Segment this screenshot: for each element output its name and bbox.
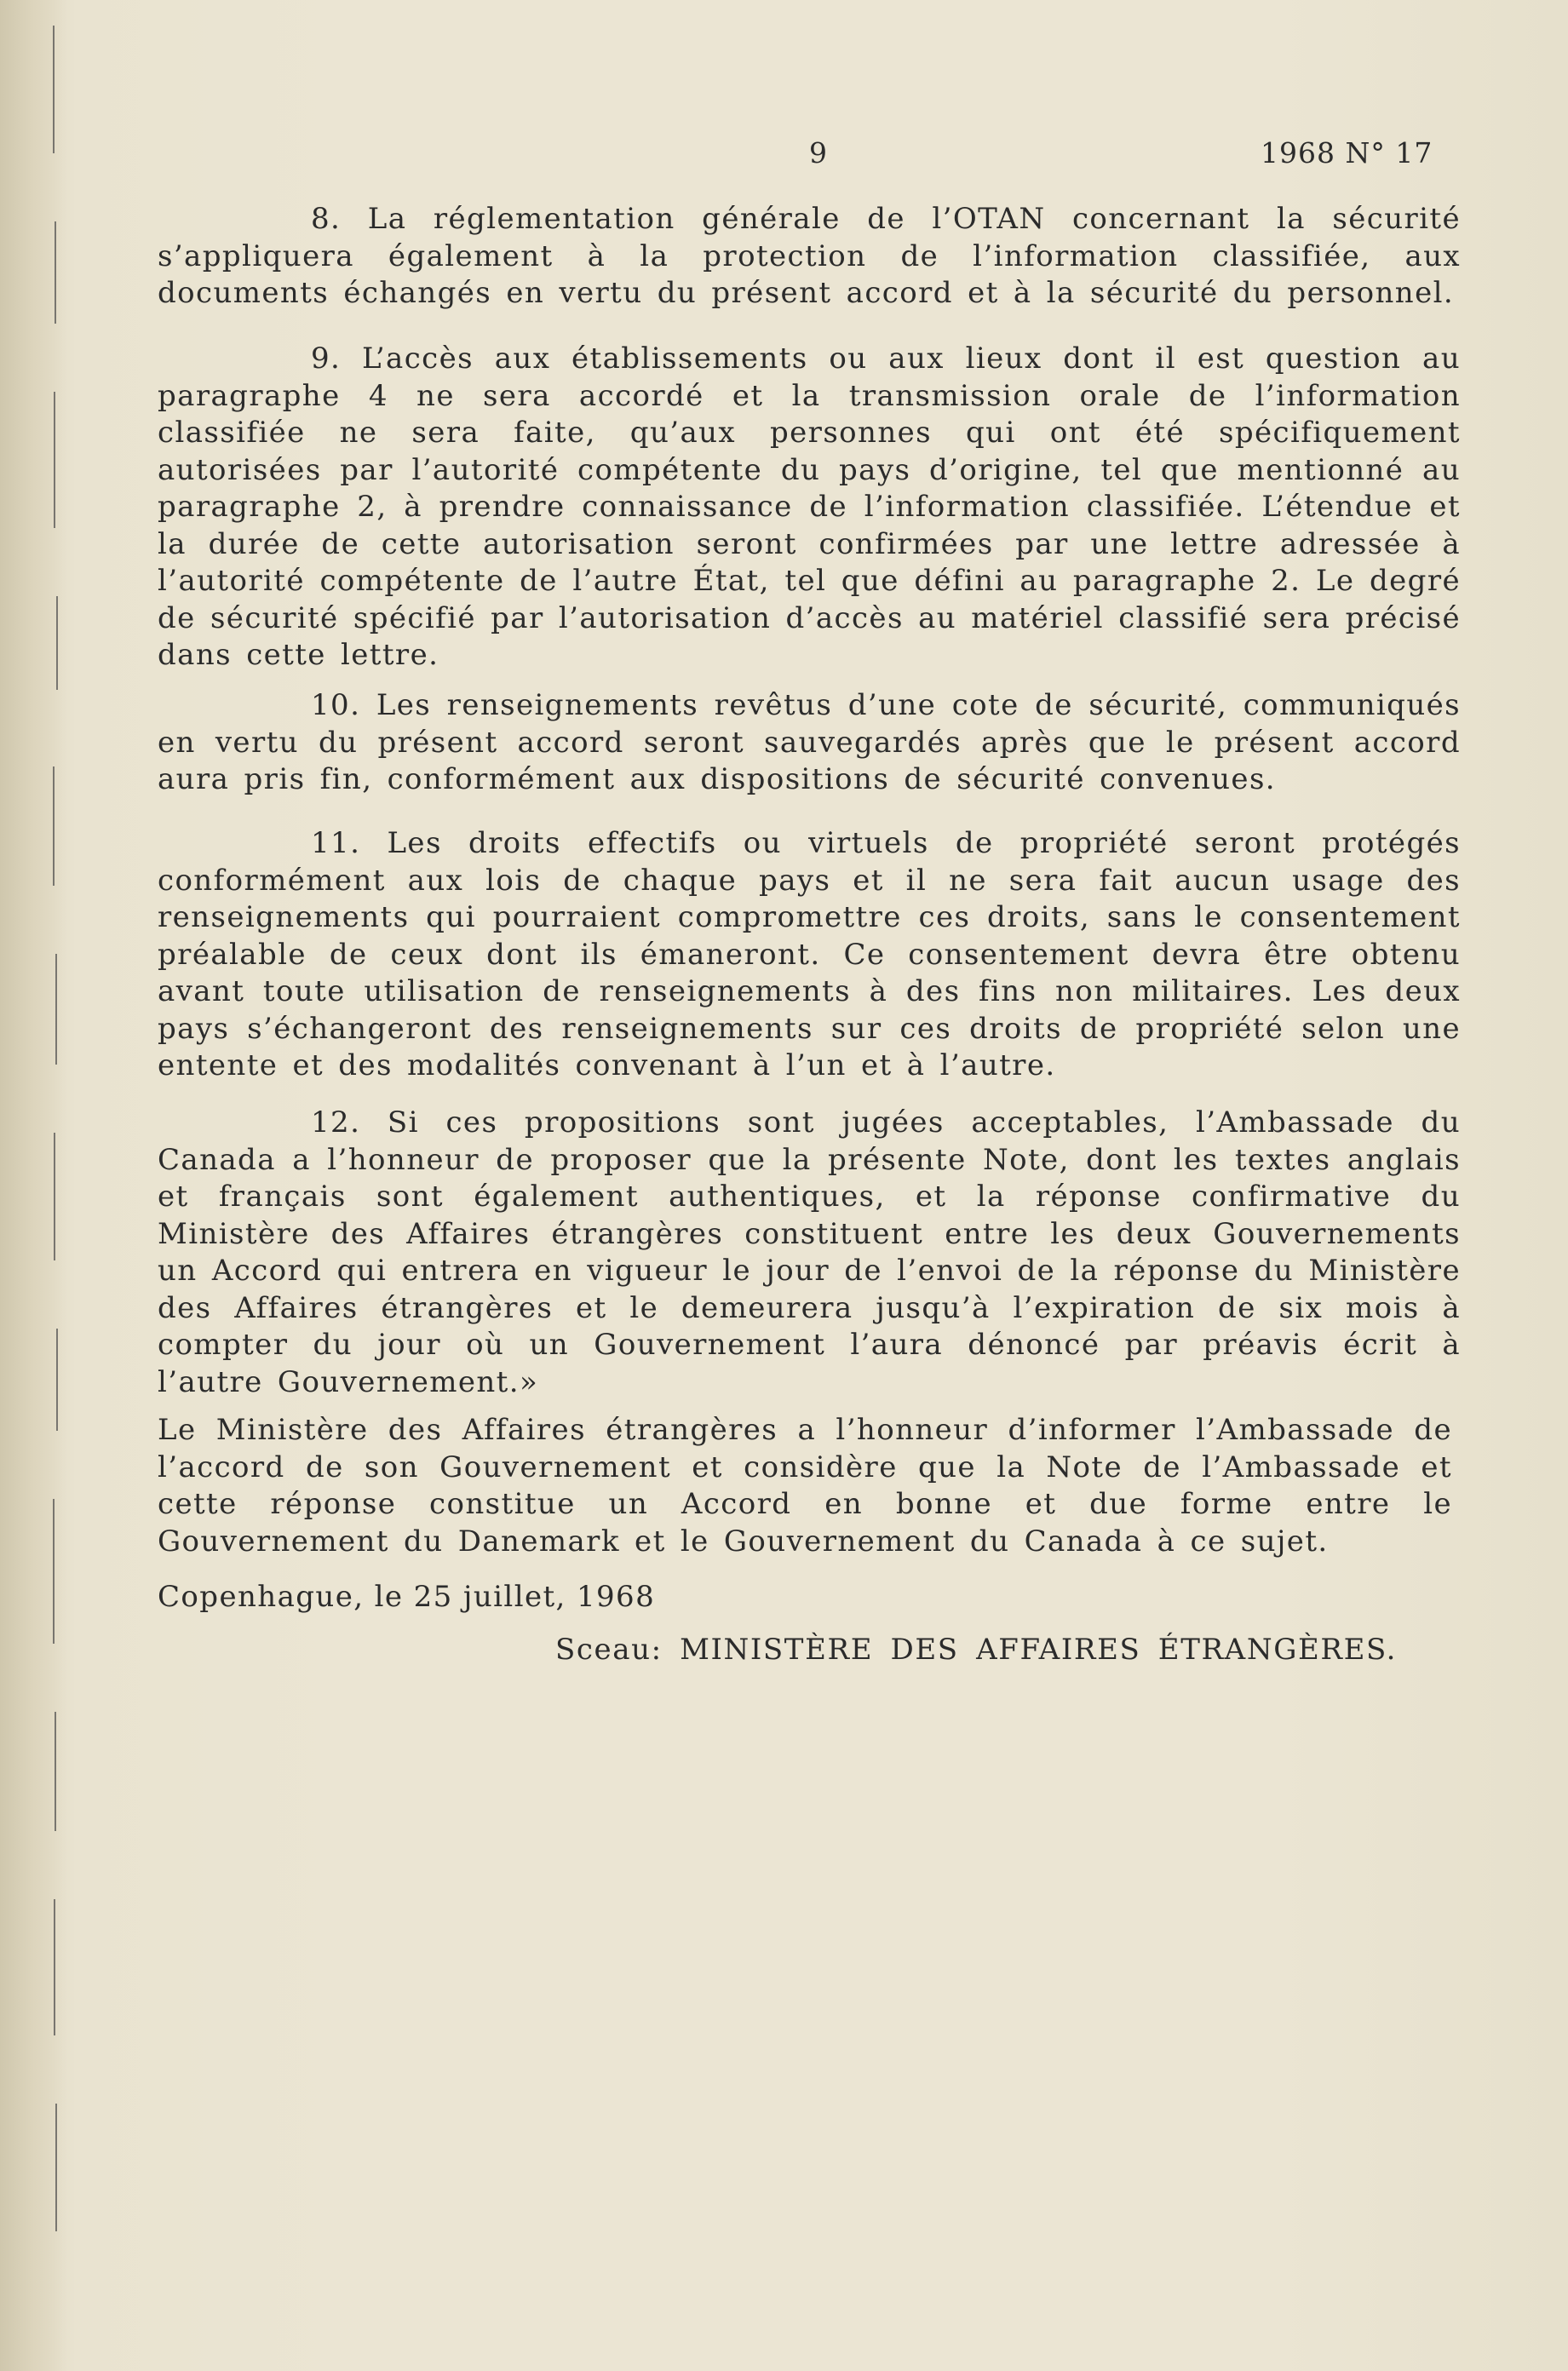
paragraph-9 <box>158 341 1461 675</box>
binding-mark <box>53 1499 55 1644</box>
closing-paragraph <box>158 1412 1452 1560</box>
closing-text: Le Ministère des Affaires étrangères a l’honneur d’informer l’Ambassade de l’accord de son Gouvernement et considère que la Note de l’Ambassade et cette réponse constitue un Accord en bonne et due forme entre le Gouvernement du Danemark et le Gouvernement du Canada à ce sujet. <box>158 1413 1452 1559</box>
binding-mark <box>54 392 55 528</box>
binding-mark <box>54 1899 55 2035</box>
page-header <box>0 136 1568 179</box>
binding-mark <box>55 2104 57 2231</box>
binding-mark <box>55 221 56 324</box>
paragraph-12 <box>158 1105 1461 1401</box>
binding-mark <box>53 766 55 886</box>
binding-mark <box>55 1712 56 1831</box>
binding-mark <box>53 26 55 153</box>
paragraph-text: Si ces propositions sont jugées acceptables, l’Ambassade du Canada a l’honneur de proposer que la présente Note, dont les textes anglais et français sont également authentiques, et la réponse confirmative du Ministère des Affaires étrangères constituent entre les deux Gouvernements un Accord qui entrera en vigueur le jour de l’envoi de la réponse du Ministère des Affaires étrangères et le demeurera jusqu’à l’expiration de six mois à compter du jour où un Gouvernement l’aura dénoncé par préavis écrit à l’autre Gouvernement.» <box>158 1105 1461 1399</box>
paragraph-number: 9. <box>311 342 342 376</box>
paragraph-number: 11. <box>311 826 361 860</box>
paragraph-8 <box>158 201 1461 313</box>
paragraph-number: 10. <box>311 688 361 722</box>
paragraph-text: L’accès aux établissements ou aux lieux dont il est question au paragraphe 4 ne sera accordé et la transmission orale de l’information classifiée ne sera faite, qu’aux personnes qui ont été spécifiquement autorisées par l’autorité compétente du pays d’origine, tel que mentionné au paragraphe 2, à prendre connaissance de l’information classifiée. L’étendue et la durée de cette autorisation seront confirmées par une lettre adressée à l’autorité compétente de l’autre État, tel que défini au paragraphe 2. Le degré de sécurité spécifié par l’autorisation d’accès au matériel classifié sera précisé dans cette lettre. <box>158 342 1461 672</box>
document-reference: 1968 N° 17 <box>1261 136 1433 169</box>
binding-mark <box>55 954 57 1065</box>
paragraph-text: Les renseignements revêtus d’une cote de sécurité, communiqués en vertu du présent accord seront sauvegardés après que le présent accord aura pris fin, conformément aux dispositions de sécurité convenues. <box>158 688 1461 796</box>
paragraph-number: 8. <box>311 202 342 236</box>
paragraph-text: La réglementation générale de l’OTAN concernant la sécurité s’appliquera également à la protection de l’information classifiée, aux documents échangés en vertu du présent accord et à la sécurité du personnel. <box>158 202 1462 310</box>
seal-line: Sceau: MINISTÈRE DES AFFAIRES ÉTRANGÈRES. <box>555 1633 1398 1667</box>
paragraph-11 <box>158 825 1461 1085</box>
binding-mark <box>54 1133 55 1260</box>
binding-mark <box>56 596 58 690</box>
paragraph-text: Les droits effectifs ou virtuels de propriété seront protégés conformément aux lois de chaque pays et il ne sera fait aucun usage des renseignements qui pourraient compromettre ces droits, sans le consentement préalable de ceux dont ils émaneront. Ce consentement devra être obtenu avant toute utilisation de renseignements à des fins non militaires. Les deux pays s’échangeront des renseignements sur ces droits de propriété selon une entente et des modalités convenant à l’un et à l’autre. <box>158 826 1461 1082</box>
binding-edge <box>0 0 66 2371</box>
paragraph-number: 12. <box>311 1105 361 1140</box>
binding-mark <box>56 1329 58 1431</box>
paragraph-10 <box>158 687 1461 799</box>
date-line: Copenhague, le 25 juillet, 1968 <box>158 1580 656 1614</box>
page-number: 9 <box>809 136 827 169</box>
